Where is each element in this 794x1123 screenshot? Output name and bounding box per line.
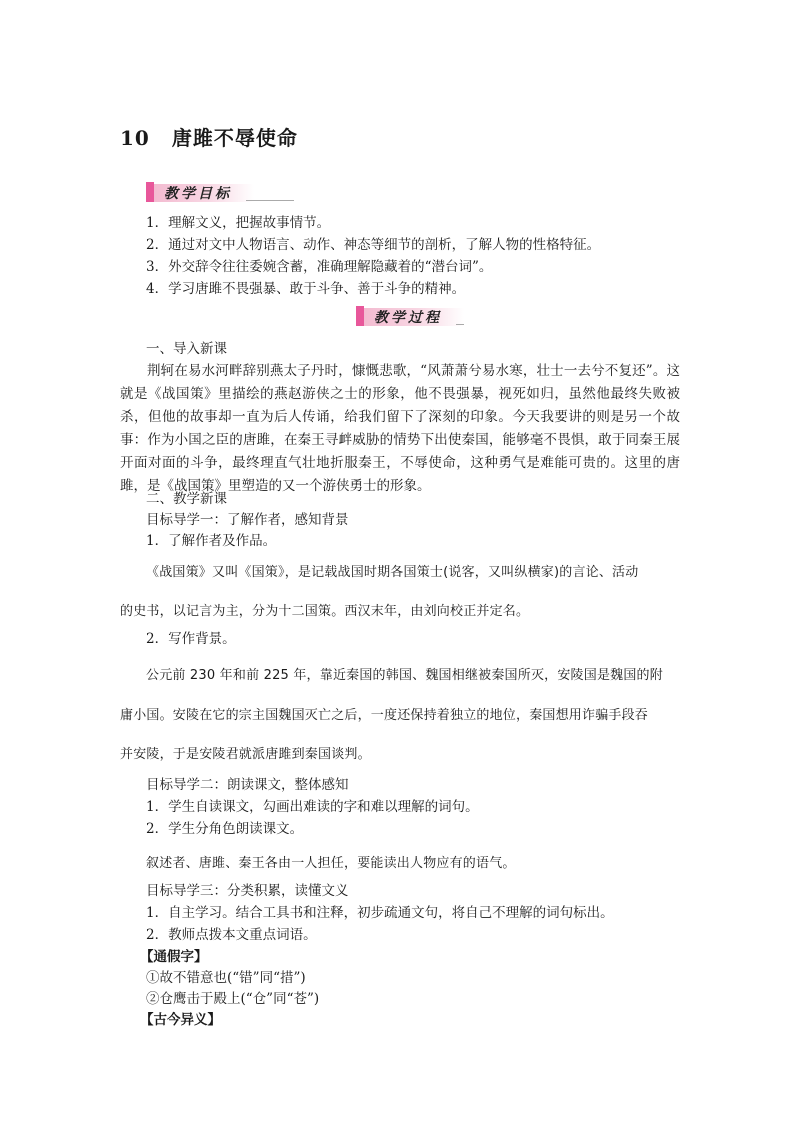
guide1-item-1: 1．了解作者及作品。	[146, 533, 277, 549]
banner-rule	[246, 200, 294, 201]
teaching-goals-banner	[146, 182, 296, 204]
banner-label: 教学目标	[164, 186, 232, 202]
tongjia-item-1: ①故不错意也(“错”同“措”)	[146, 970, 306, 986]
guide-heading-3: 目标导学三：分类积累，读懂文义	[146, 883, 349, 899]
guide1-item-2: 2．写作背景。	[146, 631, 236, 647]
teaching-process-banner	[356, 306, 506, 328]
goal-item-3: 3．外交辞令往往委婉含蓄，准确理解隐藏着的“潜台词”。	[146, 259, 493, 275]
goal-item-2: 2．通过对文中人物语言、动作、神态等细节的剖析，了解人物的性格特征。	[146, 237, 601, 253]
lesson-name: 唐雎不辱使命	[171, 126, 298, 150]
banner-rule	[456, 324, 464, 325]
tongjia-item-2: ②仓鹰击于殿上(“仓”同“苍”)	[146, 991, 320, 1007]
guide-heading-2: 目标导学二：朗读课文，整体感知	[146, 777, 349, 793]
book-intro-line-1: 《战国策》又叫《国策》，是记载战国时期各国策士(说客，又叫纵横家)的言论、活动	[146, 565, 639, 580]
guide-heading-1: 目标导学一：了解作者，感知背景	[146, 512, 349, 528]
intro-paragraph: 荆轲在易水河畔辞别燕太子丹时，慷慨悲歌，“风萧萧兮易水寒，壮士一去兮不复还”。这就是《战国策》里描绘的燕赵游侠之士的形象，他不畏强暴，视死如归，虽然他最终失败被杀，但他的故事却一直为后人传诵，给我们留下了深刻的印象。今天我要讲的则是另一个故事：作为小国之臣的唐雎，在秦王寻衅威胁的情势下出使秦国，能够毫不畏惧，敢于同秦王展开面对面的斗争，最终理直气壮地折服秦王，不辱使命，这种勇气是难能可贵的。这里的唐雎，是《战国策》里塑造的又一个游侠勇士的形象。	[120, 363, 680, 494]
gujin-heading: 【古今异义】	[140, 1012, 221, 1028]
roles-line: 叙述者、唐雎、秦王各由一人担任，要能读出人物应有的语气。	[146, 856, 516, 871]
tongjia-heading: 【通假字】	[140, 949, 208, 965]
goal-item-4: 4．学习唐雎不畏强暴、敢于斗争、善于斗争的精神。	[146, 281, 466, 297]
section-heading-intro: 一、导入新课	[146, 341, 227, 357]
banner-label: 教学过程	[374, 310, 442, 326]
lesson-number: 10	[120, 126, 150, 150]
background-line-1: 公元前 230 年和前 225 年，靠近秦国的韩国、魏国相继被秦国所灭，安陵国是魏国的附	[146, 668, 663, 683]
guide2-item-2: 2．学生分角色朗读课文。	[146, 821, 304, 837]
background-line-2: 庸小国。安陵在它的宗主国魏国灭亡之后，一度还保持着独立的地位，秦国想用诈骗手段吞	[120, 708, 649, 723]
guide3-item-2: 2．教师点拨本文重点词语。	[146, 927, 317, 943]
banner-tab	[146, 182, 154, 202]
section-heading-new-lesson: 二、教学新课	[146, 491, 227, 507]
guide2-item-1: 1．学生自读课文，勾画出难读的字和难以理解的词句。	[146, 799, 479, 815]
lesson-title	[120, 122, 298, 151]
goal-item-1: 1．理解文义，把握故事情节。	[146, 215, 331, 231]
guide3-item-1: 1．自主学习。结合工具书和注释，初步疏通文句，将自己不理解的词句标出。	[146, 905, 614, 921]
banner-tab	[356, 306, 364, 326]
background-line-3: 并安陵，于是安陵君就派唐雎到秦国谈判。	[120, 747, 371, 762]
book-intro-line-2: 的史书，以记言为主，分为十二国策。西汉末年，由刘向校正并定名。	[120, 604, 530, 619]
